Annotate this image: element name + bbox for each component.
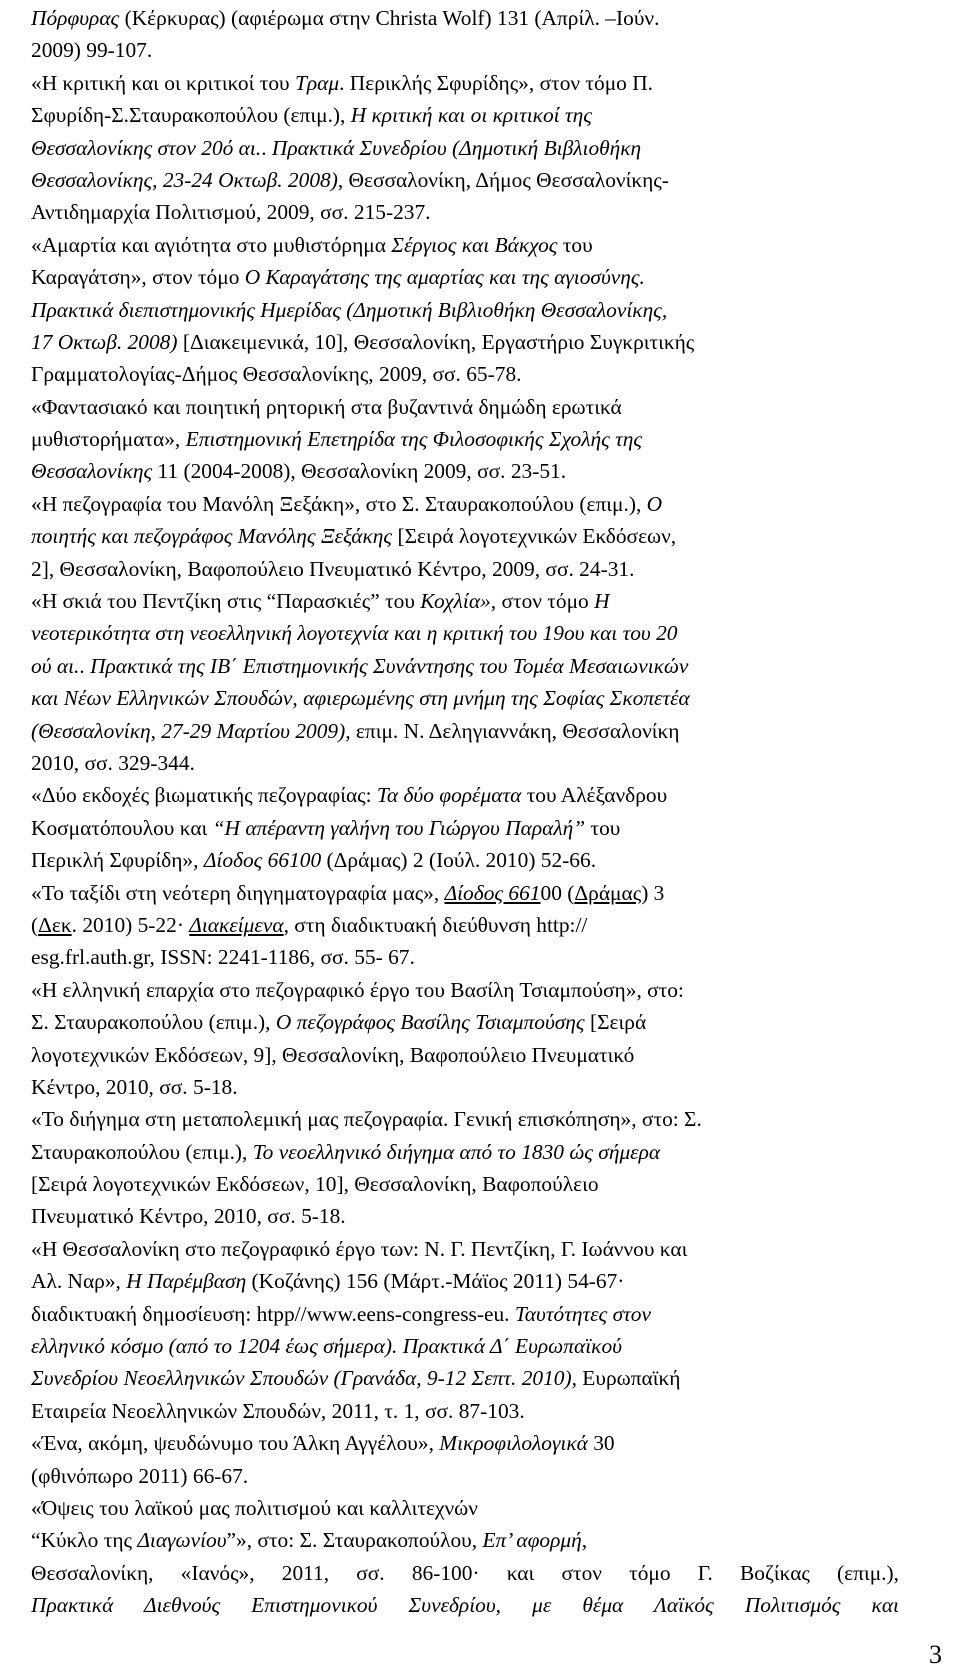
text-line: [31, 520, 899, 552]
text-run: (Κέρκυρας) (αφιέρωμα στην Christa Wolf) 131 (Απρίλ. –Ιούν.: [119, 6, 660, 30]
text-line: [31, 261, 899, 293]
text-run: Τραμ: [294, 70, 340, 95]
text-line: [31, 682, 899, 714]
text-run: «Η κριτική και οι κριτικοί του: [31, 70, 295, 95]
text-run: Κοχλία»,: [420, 589, 497, 614]
text-run: «Η σκιά του Πεντζίκη στις “Παρασκιές” του: [31, 589, 421, 614]
text-run: Ο πεζογράφος Βασίλης Τσιαμπούσης: [275, 1010, 585, 1035]
text-run: Μικροφιλολογικά: [439, 1431, 588, 1456]
text-line: [31, 99, 899, 131]
text-line: [31, 941, 899, 973]
text-run: 30: [587, 1431, 615, 1456]
text-run: Δράμας: [574, 880, 642, 905]
text-run: Πρακτικά Διεθνούς Επιστημονικού Συνεδρίου, με θέμα Λαϊκός Πολιτισμός και: [31, 1593, 899, 1618]
text-run: του: [557, 232, 593, 257]
text-line: [31, 229, 899, 261]
text-run: του: [585, 815, 621, 840]
text-run: Ο Καραγάτσης της αμαρτίας και της αγιοσύνης.: [244, 265, 645, 290]
text-run: (Δράμας) 2 (Ιούλ. 2010) 52-66.: [321, 848, 597, 873]
text-line: [31, 391, 899, 423]
text-run: λογοτεχνικών Εκδόσεων, 9], Θεσσαλονίκη, Βαφοπούλειο Πνευματικό: [31, 1042, 635, 1067]
text-run: (Θεσσαλονίκη, 27-29 Μαρτίου 2009),: [31, 718, 351, 743]
text-run: Τα δύο φορέματα: [376, 783, 522, 808]
text-line: [31, 650, 899, 682]
text-run: «Αμαρτία και αγιότητα στο μυθιστόρημα: [31, 232, 392, 257]
text-run: ) 3: [641, 880, 665, 905]
text-run: Δίοδος 66100: [203, 848, 322, 873]
text-run: . Περικλής Σφυρίδης», στον τόμο Π.: [339, 70, 654, 95]
text-line: [31, 553, 899, 585]
text-line: [31, 67, 899, 99]
text-run: Εταιρεία Νεοελληνικών Σπουδών, 2011, τ. 1, σσ. 87-103.: [31, 1398, 525, 1423]
text-line: [31, 812, 899, 844]
text-run: Σφυρίδη-Σ.Σταυρακοπούλου (επιμ.),: [31, 103, 351, 128]
text-run: «Ένα, ακόμη, ψευδώνυμο του Άλκη Αγγέλου»,: [31, 1431, 440, 1456]
text-run: Συνεδρίου Νεοελληνικών Σπουδών (Γρανάδα, 9-12 Σεπτ. 2010),: [31, 1366, 577, 1391]
text-run: «Η Θεσσαλονίκη στο πεζογραφικό έργο των: Ν. Γ. Πεντζίκη, Γ. Ιωάννου και: [31, 1236, 688, 1261]
text-line: [31, 585, 899, 617]
text-run: Ο: [646, 491, 663, 516]
bibliography-text: [31, 2, 899, 1622]
text-run: «Όψεις του λαϊκού μας πολιτισμού και καλλιτεχνών: [31, 1495, 478, 1520]
text-line: [31, 1427, 899, 1459]
text-run: Θεσσαλονίκης, 23-24 Οκτωβ. 2008): [31, 167, 338, 192]
text-run: [Σειρά λογοτεχνικών Εκδόσεων, 10], Θεσσαλονίκη, Βαφοπούλειο: [31, 1172, 599, 1197]
text-run: ,: [581, 1528, 588, 1553]
text-run: «Το διήγημα στη μεταπολεμική μας πεζογραφία. Γενική επισκόπηση», στο: Σ.: [31, 1107, 702, 1132]
text-run: Επιστημονική Επετηρίδα της Φιλοσοφικής Σχολής της: [185, 427, 643, 452]
text-run: (Κοζάνης) 156 (Μάρτ.-Μάϊος 2011) 54-67·: [246, 1269, 625, 1294]
text-run: “Κύκλο της: [31, 1528, 138, 1553]
text-line: [31, 1460, 899, 1492]
text-run: επιμ. Ν. Δεληγιαννάκη, Θεσσαλονίκη: [350, 718, 680, 743]
text-run: Γραμματολογίας-Δήμος Θεσσαλονίκης, 2009, σσ. 65-78.: [31, 362, 522, 387]
text-run: ”», στο: Σ. Σταυρακοπούλου,: [226, 1528, 483, 1553]
text-run: Η κριτική και οι κριτικοί της: [350, 103, 592, 128]
text-run: μυθιστορήματα»,: [31, 427, 186, 452]
text-run: .: [79, 653, 91, 678]
text-line: [31, 2, 899, 34]
text-line: [31, 1524, 899, 1556]
text-run: Κοσματόπουλου και: [31, 815, 213, 840]
text-run: Διαγωνίου: [137, 1528, 227, 1553]
text-line: [31, 1492, 899, 1524]
text-run: Διακείμενα: [189, 912, 284, 937]
text-run: (: [31, 912, 39, 937]
text-run: Πρακτικά διεπιστημονικής Ημερίδας (Δημοτική Βιβλιοθήκη Θεσσαλονίκης,: [31, 297, 668, 322]
text-run: 17 Οκτωβ. 2008): [31, 329, 178, 354]
text-run: esg.frl.auth.gr, ISSN: 2241-1186, σσ. 55- 67.: [31, 945, 415, 970]
text-run: νεοτερικότητα στη νεοελληνική λογοτεχνία και η κριτική του 19ου και του 20: [31, 621, 678, 646]
text-run: «Το ταξίδι στη νεότερη διηγηματογραφία μας»,: [31, 880, 445, 905]
text-run: διαδικτυακή δημοσίευση: htpp//www.eens-congress-eu.: [31, 1301, 515, 1326]
text-line: [31, 877, 899, 909]
text-run: Σέργιος και Βάκχος: [391, 232, 558, 257]
text-line: [31, 1330, 899, 1362]
text-run: [Σειρά λογοτεχνικών Εκδόσεων,: [392, 524, 677, 549]
text-line: [31, 164, 899, 196]
text-run: (φθινόπωρο 2011) 66-67.: [31, 1463, 249, 1488]
text-run: Πνευματικό Κέντρο, 2010, σσ. 5-18.: [31, 1204, 346, 1229]
text-line: [31, 423, 899, 455]
text-run: , Θεσσαλονίκη, Δήμος Θεσσαλονίκης-: [337, 167, 669, 192]
text-run: Πρακτικά Συνεδρίου (Δημοτική Βιβλιοθήκη: [271, 135, 642, 160]
text-run: «Δύο εκδοχές βιωματικής πεζογραφίας:: [31, 783, 377, 808]
text-line: [31, 196, 899, 228]
text-run: 2009) 99-107.: [31, 38, 153, 63]
text-run: Επ’ αφορμή: [482, 1528, 582, 1553]
text-line: [31, 488, 899, 520]
text-run: Δεκ: [38, 912, 72, 937]
text-run: Σ. Σταυρακοπούλου (επιμ.),: [31, 1010, 276, 1035]
text-run: «Η πεζογραφία του Μανόλη Ξεξάκη», στο Σ. Σταυρακοπούλου (επιμ.),: [31, 491, 647, 516]
text-run: Ευρωπαϊκή: [576, 1366, 681, 1391]
text-line: [31, 909, 899, 941]
text-line: [31, 455, 899, 487]
text-run: Σταυρακοπούλου (επιμ.),: [31, 1139, 253, 1164]
text-line: [31, 1395, 899, 1427]
text-line: [31, 1071, 899, 1103]
text-run: [Διακειμενικά, 10], Θεσσαλονίκη, Εργαστήριο Συγκριτικής: [177, 329, 695, 354]
text-run: Περικλή Σφυρίδη»,: [31, 848, 204, 873]
text-line: [31, 294, 899, 326]
text-line: [31, 1362, 899, 1394]
text-line: [31, 779, 899, 811]
text-line: [31, 1200, 899, 1232]
text-line: [31, 1168, 899, 1200]
text-run: Αλ. Ναρ»,: [31, 1269, 127, 1294]
text-line: [31, 132, 899, 164]
text-run: 00 (: [540, 880, 575, 905]
text-run: Δίοδος 661: [444, 880, 541, 905]
text-run: Ταυτότητες στον: [514, 1301, 651, 1326]
text-line: [31, 1233, 899, 1265]
text-line: [31, 747, 899, 779]
text-run: 2010, σσ. 329-344.: [31, 750, 195, 775]
text-run: 11 (2004-2008), Θεσσαλονίκη 2009, σσ. 23-51.: [152, 459, 567, 484]
text-run: Αντιδημαρχία Πολιτισμού, 2009, σσ. 215-237.: [31, 200, 431, 225]
text-run: Κέντρο, 2010, σσ. 5-18.: [31, 1074, 238, 1099]
text-line: [31, 844, 899, 876]
text-run: .: [261, 135, 272, 160]
text-line: [31, 1006, 899, 1038]
text-run: Θεσσαλονίκης: [31, 459, 153, 484]
text-line: [31, 326, 899, 358]
text-line: [31, 1557, 899, 1589]
text-run: Πόρφυρας: [31, 6, 120, 30]
text-line: [31, 34, 899, 66]
text-run: , στη διαδικτυακή διεύθυνση http://: [283, 912, 588, 937]
text-run: 2], Θεσσαλονίκη, Βαφοπούλειο Πνευματικό Κέντρο, 2009, σσ. 24-31.: [31, 556, 635, 581]
text-run: ελληνικό κόσμο (από το 1204 έως σήμερα). Πρακτικά Δ΄ Ευρωπαϊκού: [31, 1334, 622, 1359]
text-run: «Φαντασιακό και ποιητική ρητορική στα βυζαντινά δημώδη ερωτικά: [31, 394, 622, 419]
text-line: [31, 974, 899, 1006]
text-run: . 2010) 5-22·: [71, 912, 190, 937]
text-line: [31, 617, 899, 649]
text-run: [Σειρά: [584, 1010, 647, 1035]
text-run: Πρακτικά της ΙΒ΄ Επιστημονικής Συνάντησης του Τομέα Μεσαιωνικών: [90, 653, 689, 678]
text-line: [31, 1136, 899, 1168]
text-run: Το νεοελληνικό διήγημα από το 1830 ώς σήμερα: [252, 1139, 661, 1164]
text-run: Καραγάτση», στον τόμο: [31, 265, 245, 290]
text-run: ού αι.: [31, 653, 80, 678]
text-run: και Νέων Ελληνικών Σπουδών, αφιερωμένης στη μνήμη της Σοφίας Σκοπετέα: [31, 686, 690, 711]
text-run: στον τόμο: [496, 589, 595, 614]
text-line: [31, 1298, 899, 1330]
text-line: [31, 1589, 899, 1621]
text-line: [31, 1103, 899, 1135]
text-run: Θεσσαλονίκης στον 20ό αι.: [31, 135, 262, 160]
text-run: ποιητής και πεζογράφος Μανόλης Ξεξάκης: [31, 524, 393, 549]
text-run: «Η ελληνική επαρχία στο πεζογραφικό έργο του Βασίλη Τσιαμπούση», στο:: [31, 977, 684, 1002]
text-run: Η Παρέμβαση: [126, 1269, 247, 1294]
text-line: [31, 715, 899, 747]
text-run: “Η απέραντη γαλήνη του Γιώργου Παραλή”: [212, 815, 586, 840]
text-line: [31, 358, 899, 390]
text-run: του Αλέξανδρου: [521, 783, 668, 808]
text-line: [31, 1039, 899, 1071]
page-number: 3: [929, 1640, 942, 1669]
text-line: [31, 1265, 899, 1297]
text-run: Θεσσαλονίκη, «Ιανός», 2011, σσ. 86-100· και στον τόμο Γ. Βοζίκας (επιμ.),: [31, 1560, 899, 1585]
text-run: Η: [594, 589, 610, 614]
